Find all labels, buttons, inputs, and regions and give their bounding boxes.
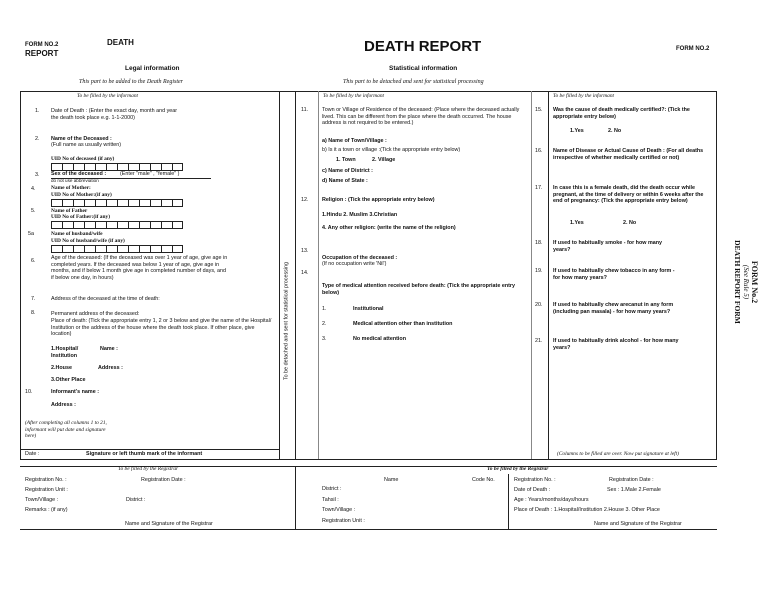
statistical-note: This part to be detached and sent for statistical processing [343,79,484,85]
q14-opt3-number: 3. [322,336,327,342]
left-column-divider [279,91,280,460]
q4-mother-label: Name of Mother: [51,185,91,191]
right-form-no: FORM NO.2 [676,46,710,52]
registrar-bottom-border [20,529,717,530]
q11a-town-name: a) Name of Town/Village : [322,138,387,144]
q7-address-at-death: Address of the deceased at the time of death: [51,296,160,302]
registrar-right-name-col: Name [384,477,399,483]
q9-place-of-death: Place of death: (Tick the appropriate entry 1, 2 or 3 below and give the name of the Hospital/ Institution or the address of the house where the death took place. If other place, give location) [51,318,272,338]
q10-address: Address : [51,402,76,408]
q20-arecanut: If used to habitually chew arecanut in any form (including pan masala) - for how many years? [553,302,674,315]
q7-number: 7. [31,296,36,302]
q10-number: 10. [25,389,33,395]
q14-medical-attention: Type of medical attention received before death: (Tick the appropriate entry below) [322,283,516,296]
q18-number: 18. [535,240,543,246]
registrar-right-code-divider [508,474,509,529]
q8-permanent-address: Permanent address of the deceased: [51,311,140,317]
date-label: Date : [25,451,40,457]
registrar-left-reg-date: Registration Date : [141,477,186,483]
q11-residence: Town or Village of Residence of the deceased: (Place where the deceased actually lived. This can be different from the place where the death occurred. The house address is not required to be entered.) [322,107,520,127]
registrar-right-sex: Sex : 1.Male 2.Female [607,487,661,493]
left-death-label: DEATH [107,38,134,47]
q21-number: 21. [535,338,543,344]
q3-sex-label: Sex of the deceased : [51,171,107,177]
uid-father-boxes[interactable] [51,221,183,229]
registrar-left-reg-no: Registration No. : [25,477,67,483]
q1-date-of-death: Date of Death : (Enter the exact day, month and year the death took place e.g. 1-1-2000) [51,108,178,121]
q15-no[interactable]: 2. No [608,128,622,134]
registrar-right-reg-unit: Registration Unit : [322,518,365,524]
q11b-town-option[interactable]: 1. Town [336,157,356,163]
registrar-right-tahsil: Tahsil : [322,497,339,503]
q16-number: 16. [535,148,543,154]
registrar-right-date-of-death: Date of Death : [514,487,551,493]
q17-no[interactable]: 2. No [623,220,637,226]
uid-deceased-boxes[interactable] [51,163,183,171]
opt1-hospital[interactable]: 1.Hospital/ Institution [51,346,79,359]
opt3-other-place[interactable]: 3.Other Place [51,377,86,383]
q5a-spouse-label: Name of husband/wife [51,231,103,237]
form-bottom-border [20,459,717,460]
registrar-left-remarks: Remarks : (if any) [25,507,68,513]
registrar-right-district: District : [322,486,342,492]
registrar-right-place: Place of Death : 1.Hospital/Institution 2.House 3. Other Place [514,507,660,513]
inner-divider [318,91,319,460]
after-completing-note: (After completing all columns 1 to 21, informant will put date and signature here) [25,420,107,440]
q14-number: 14. [301,270,309,276]
q4-number: 4. [31,186,36,192]
informant-signature-label: Signature or left thumb mark of the informant [86,451,203,457]
q20-number: 20. [535,302,543,308]
side-death-report-form: DEATH REPORT FORM [733,240,742,324]
q16-cause-of-death: Name of Disease or Actual Cause of Death : (For all deaths irrespective of whether medically certified or not) [553,148,704,161]
q12-other-religion[interactable]: 4. Any other religion: (write the name of the religion) [322,225,456,231]
registrar-right-code-col: Code No. [472,477,495,483]
q12-number: 12. [301,197,309,203]
q15-number: 15. [535,107,543,113]
q12-options[interactable]: 1.Hindu 2. Muslim 3.Christian [322,212,398,218]
q2-number: 2. [35,136,40,142]
q2-name-of-deceased: Name of the Deceased : [51,136,112,142]
q14-opt2-number: 2. [322,321,327,327]
q2-subtext: (Full name as usually written) [51,142,122,148]
registrar-right-reg-date: Registration Date : [609,477,654,483]
statistical-info-heading: Statistical information [389,65,458,72]
left-filled-by: To be filled by the informant [77,93,139,99]
middle-filled-by: To be filled by the informant [323,93,385,99]
q14-opt3-no-medical[interactable]: No medical attention [353,336,407,342]
columns-over-note: (Columns to be filled are over. Now put signature at left) [557,451,679,457]
uid-father-label: UID No of Father:(if any) [51,214,110,220]
inner-divider-right [531,91,532,460]
q14-opt1-institutional[interactable]: Institutional [353,306,384,312]
detach-vertical-text: To be detached and sent for statistical processing [283,261,290,381]
registrar-right-reg-no: Registration No. : [514,477,556,483]
registrar-left-district: District : [126,497,146,503]
q5-number: 5. [31,208,36,214]
q5-father-label: Name of Father [51,208,88,214]
q11c-district: c) Name of District : [322,168,373,174]
uid-mother-boxes[interactable] [51,199,183,207]
q13-occupation: Occupation of the deceased : [322,255,398,261]
q17-pregnancy: In case this is a female death, did the death occur while pregnant, at the time of delivery or within 6 weeks after the end of pregnancy: (Tick the appropriate entry below) [553,185,704,205]
legal-info-heading: Legal information [125,65,180,72]
q6-number: 6. [31,258,36,264]
middle-column-divider [295,91,296,460]
side-see-rule: (See Rule 5) [742,264,750,300]
registrar-right-town: Town/Village : [322,507,356,513]
q1-number: 1. [35,108,40,114]
q11d-state: d) Name of State : [322,178,368,184]
uid-deceased-label: UID No of deceased (if any) [51,156,115,162]
q17-yes[interactable]: 1.Yes [570,220,584,226]
q13-subtext: (If no occupation write 'Nil') [322,261,387,267]
q5a-number: 5a [28,231,34,237]
registrar-left-town: Town/Village : [25,497,59,503]
uid-spouse-boxes[interactable] [51,245,183,253]
registrar-mid-divider [295,466,296,530]
side-form-no: FORM No.2 [750,260,759,304]
q19-number: 19. [535,268,543,274]
q21-alcohol: If used to habitually drink alcohol - for how many years? [553,338,679,351]
q3-number: 3. [35,172,40,178]
q11b-village-option[interactable]: 2. Village [372,157,396,163]
q14-opt1-number: 1. [322,306,327,312]
opt2-house[interactable]: 2.House [51,365,72,371]
q11b-town-or-village: b) Is it a town or village :(Tick the appropriate entry below) [322,147,461,153]
q8-number: 8. [31,310,36,316]
left-form-no: FORM NO.2 [25,42,59,48]
right-border [716,91,717,460]
q13-number: 13. [301,248,309,254]
uid-spouse-label: UID No of husband/wife (if any) [51,238,125,244]
left-border [20,91,21,460]
q3-hint: (Enter "male" , "female" ) [120,171,180,177]
q6-age: Age of the deceased: (If the deceased was over 1 year of age, give age in completed years. If the deceased was below 1 year of age, give age in months, and if below 1 month give age in completed number of days, and if below one day, in hours) [51,255,228,281]
registrar-right-heading: To be filled by the Registrar [487,466,549,472]
q10-informant-name: Informant's name : [51,389,100,395]
uid-mother-label: UID No of Mother:(if any) [51,192,112,198]
q12-religion: Religion : (Tick the appropriate entry below) [322,197,435,203]
right-filled-by: To be filled by the informant [553,93,615,99]
q14-opt2-other-than-institution[interactable]: Medical attention other than institution [353,321,453,327]
q17-number: 17. [535,185,543,191]
registrar-left-reg-unit: Registration Unit : [25,487,68,493]
date-row-divider [20,449,279,450]
left-report-label: REPORT [25,49,59,58]
q11-number: 11. [301,107,309,113]
registrar-right-age: Age : Years/months/days/hours [514,497,589,503]
registrar-right-signature: Name and Signature of the Registrar [594,521,682,527]
q3-abbr-note: do not use abbreviation [51,178,99,183]
q15-medically-certified: Was the cause of death medically certified?: (Tick the appropriate entry below) [553,107,690,120]
registrar-left-heading: To be filled by the Registrar [118,466,179,472]
q18-smoke: If used to habitually smoke - for how many years? [553,240,663,253]
legal-note: This part to be added to the Death Register [79,79,183,85]
top-border [20,91,717,92]
side-form-label [733,240,759,324]
opt2-address-label: Address : [98,365,123,371]
registrar-left-signature: Name and Signature of the Registrar [125,521,213,527]
right-column-divider [548,91,549,460]
q15-yes[interactable]: 1.Yes [570,128,584,134]
opt1-name-label: Name : [100,346,118,352]
page-title: DEATH REPORT [364,38,482,55]
q19-tobacco: If used to habitually chew tobacco in any form - for how many years? [553,268,675,281]
